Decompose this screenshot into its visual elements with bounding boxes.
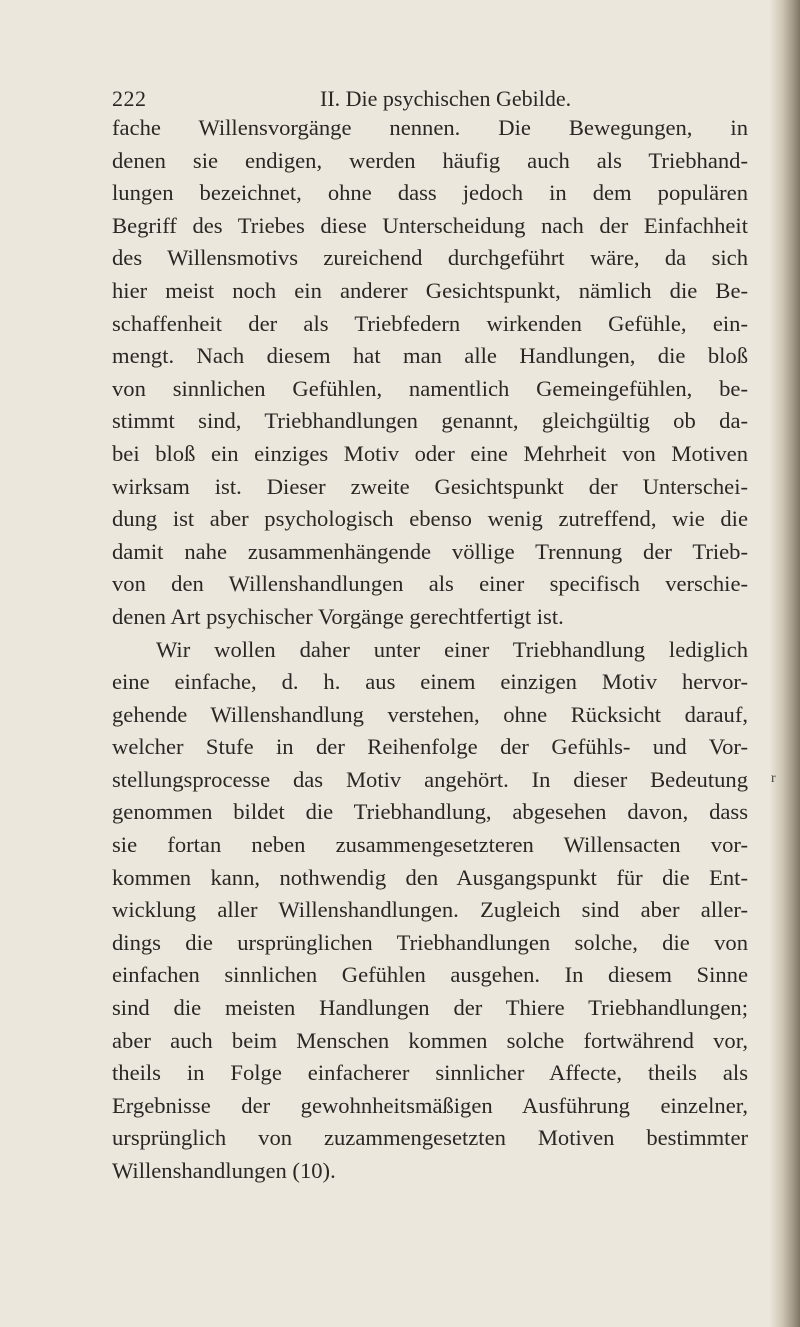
text-line: sie fortan neben zusammengesetzteren Willensacten vor- (112, 832, 748, 858)
paragraph-start-line: Wir wollen daher unter einer Triebhandlung lediglich (156, 636, 748, 662)
text-line: kommen kann, nothwendig den Ausgangspunkt für die Ent- (112, 864, 748, 890)
text-line: dings die ursprünglichen Triebhandlungen solche, die von (112, 929, 748, 955)
text-line: von sinnlichen Gefühlen, namentlich Gemeingefühlen, be- (112, 375, 748, 401)
text-line: bei bloß ein einziges Motiv oder eine Mehrheit von Motiven (112, 440, 748, 466)
text-line: damit nahe zusammenhängende völlige Trennung der Trieb- (112, 538, 748, 564)
text-line: sind die meisten Handlungen der Thiere Triebhandlungen; (112, 995, 748, 1021)
body-text (112, 112, 748, 1188)
text-line: wicklung aller Willenshandlungen. Zugleich sind aber aller- (112, 897, 748, 923)
page-number: 222 (112, 86, 147, 111)
page-edge-shadow (770, 0, 800, 1327)
text-line: Ergebnisse der gewohnheitsmäßigen Ausführung einzelner, (112, 1092, 748, 1118)
text-line: hier meist noch ein anderer Gesichtspunkt, nämlich die Be- (112, 277, 748, 303)
text-line: schaffenheit der als Triebfedern wirkenden Gefühle, ein- (112, 310, 748, 336)
text-line: Begriff des Triebes diese Unterscheidung nach der Einfachheit (112, 212, 748, 238)
text-line: gehende Willenshandlung verstehen, ohne Rücksicht darauf, (112, 701, 748, 727)
text-line: fache Willensvorgänge nennen. Die Bewegungen, in (112, 115, 748, 140)
running-title: II. Die psychischen Gebilde. (320, 86, 572, 111)
text-line: wirksam ist. Dieser zweite Gesichtspunkt der Unterschei- (112, 473, 748, 499)
text-line: dung ist aber psychologisch ebenso wenig zutreffend, wie die (112, 506, 748, 532)
text-line: eine einfache, d. h. aus einem einzigen Motiv hervor- (112, 669, 748, 695)
text-line: Willenshandlungen (10). (112, 1158, 336, 1183)
text-line: von den Willenshandlungen als einer specifisch verschie- (112, 571, 748, 597)
text-line: des Willensmotivs zureichend durchgeführt wäre, da sich (112, 245, 748, 271)
text-line: genommen bildet die Triebhandlung, abgesehen davon, dass (112, 799, 748, 825)
text-line: welcher Stufe in der Reihenfolge der Gefühls- und Vor- (112, 734, 748, 760)
text-line: mengt. Nach diesem hat man alle Handlungen, die bloß (112, 343, 748, 369)
text-line: ursprünglich von zuzammengesetzten Motiven bestimmter (112, 1125, 748, 1151)
text-line: denen sie endigen, werden häufig auch als Triebhand- (112, 147, 748, 173)
text-line: stellungsprocesse das Motiv angehört. In dieser Bedeutung (112, 766, 748, 792)
stray-mark: r (771, 771, 776, 786)
text-line: stimmt sind, Triebhandlungen genannt, gleichgültig ob da- (112, 408, 748, 434)
text-line: einfachen sinnlichen Gefühlen ausgehen. In diesem Sinne (112, 962, 748, 988)
text-line: aber auch beim Menschen kommen solche fortwährend vor, (112, 1027, 748, 1053)
text-line: lungen bezeichnet, ohne dass jedoch in dem populären (112, 180, 748, 206)
text-line: denen Art psychischer Vorgänge gerechtfertigt ist. (112, 603, 564, 629)
text-line: theils in Folge einfacherer sinnlicher Affecte, theils als (112, 1060, 748, 1086)
